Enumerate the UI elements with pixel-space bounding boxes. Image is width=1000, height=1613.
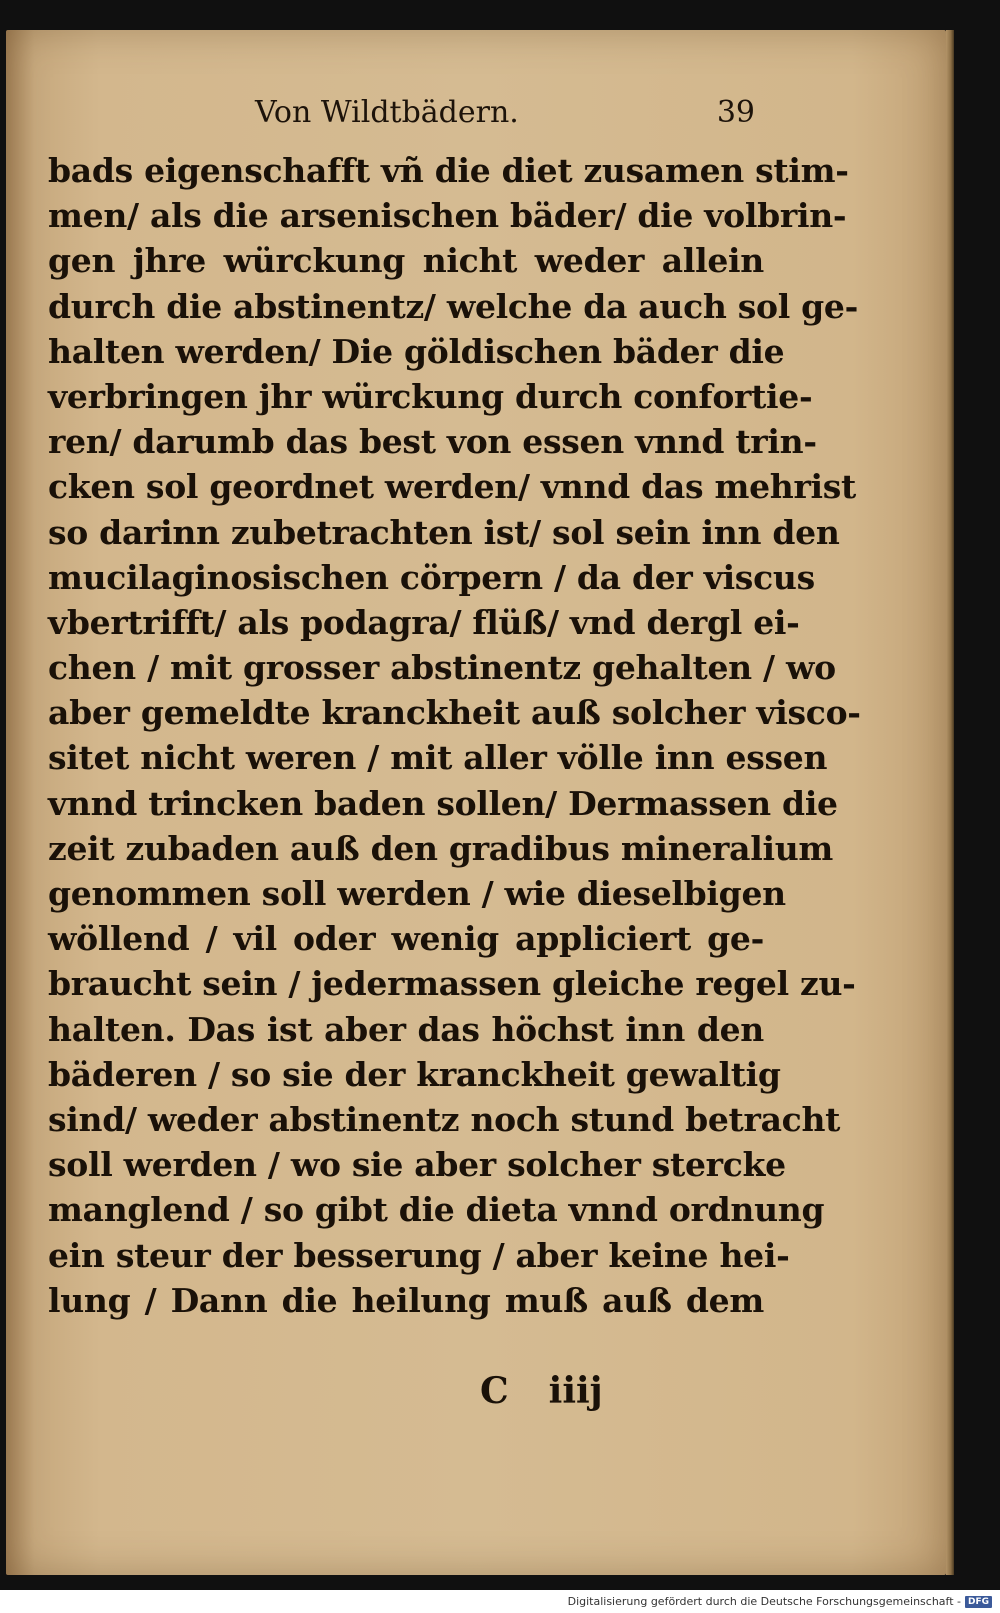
text-line: zeit zubaden auß den gradibus mineralium (48, 828, 834, 868)
body-text (48, 148, 861, 1323)
page-number: 39 (716, 95, 755, 130)
text-line: chen / mit grosser abstinentz gehalten / wo (48, 648, 836, 688)
signature-mark (480, 1370, 640, 1412)
text-line: ein steur der besserung / aber keine hei- (48, 1235, 790, 1275)
text-line: aber gemeldte kranckheit auß solcher visco- (48, 693, 861, 733)
text-line: manglend / so gibt die dieta vnnd ordnung (48, 1190, 825, 1230)
text-line: cken sol geordnet werden/ vnnd das mehrist (48, 467, 857, 507)
dfg-logo: DFG (965, 1596, 992, 1608)
text-line: wöllend / vil oder wenig appliciert ge- (48, 919, 764, 959)
page-edge (946, 30, 954, 1575)
text-line: vbertrifft/ als podagra/ flüß/ vnd dergl ei- (48, 602, 800, 642)
text-line: genommen soll werden / wie dieselbigen (48, 874, 786, 913)
text-line: lung / Dann die heilung muß auß dem (48, 1280, 764, 1320)
running-header (255, 95, 755, 135)
running-title: Von Wildtbädern. (255, 95, 519, 130)
text-line: vnnd trincken baden sollen/ Dermassen die (48, 783, 838, 823)
text-line: so darinn zubetrachten ist/ sol sein inn den (48, 512, 840, 552)
text-line: halten werden/ Die göldischen bäder die (48, 331, 785, 371)
text-line: bads eigenschafft vñ die diet zusamen stim- (48, 151, 849, 190)
funding-credit: Digitalisierung gefördert durch die Deutsche Forschungsgemeinschaft - (567, 1595, 961, 1608)
text-line: mucilaginosischen cörpern / da der viscus (48, 557, 815, 597)
text-line: sitet nicht weren / mit aller völle inn essen (48, 738, 828, 778)
text-line: sind/ weder abstinentz noch stund betracht (48, 1099, 841, 1139)
text-line: men/ als die arsenischen bäder/ die volbrin- (48, 196, 847, 236)
text-line: bäderen / so sie der kranckheit gewaltig (48, 1054, 781, 1094)
text-line: halten. Das ist aber das höchst inn den (48, 1009, 764, 1049)
text-line: ren/ darumb das best von essen vnnd trin- (48, 422, 817, 462)
text-line: gen jhre würckung nicht weder allein (48, 241, 764, 281)
signature-letter: C (480, 1370, 509, 1412)
footer-bar (0, 1590, 1000, 1613)
text-line: durch die abstinentz/ welche da auch sol ge- (48, 286, 859, 326)
signature-numeral: iiij (548, 1370, 603, 1412)
text-line: soll werden / wo sie aber solcher stercke (48, 1145, 786, 1185)
text-line: braucht sein / jedermassen gleiche regel zu- (48, 964, 856, 1004)
text-line: verbringen jhr würckung durch confortie- (48, 376, 813, 416)
